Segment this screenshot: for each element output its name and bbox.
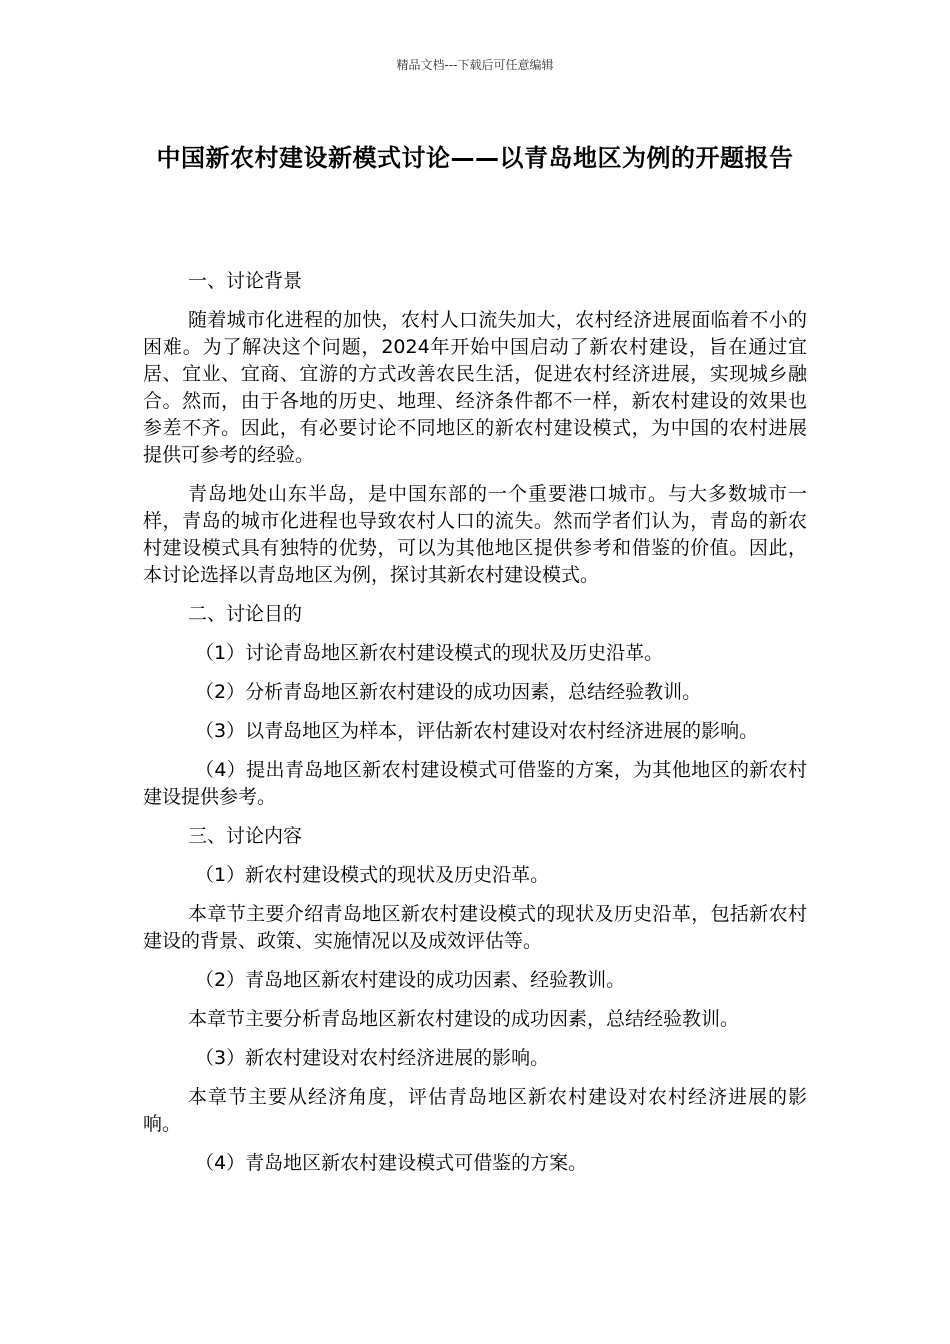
- background-paragraph-1: 随着城市化进程的加快，农村人口流失加大，农村经济进展面临着不小的困难。为了解决这个问题，2024年开始中国启动了新农村建设，旨在通过宜居、宜业、宜商、宜游的方式改善农民生活，促进农村经济进展，实现城乡融合。然而，由于各地的历史、地理、经济条件都不一样，新农村建设的效果也参差不齐。因此，有必要讨论不同地区的新农村建设模式，为中国的农村进展提供可参考的经验。: [143, 309, 807, 466]
- content-subtitle-3: （3）新农村建设对农村经济进展的影响。: [195, 1047, 550, 1069]
- content-subtitle-1: （1）新农村建设模式的现状及历史沿革。: [195, 864, 550, 886]
- content-paragraph-3: 本章节主要从经济角度，评估青岛地区新农村建设对农村经济进展的影响。: [143, 1086, 807, 1135]
- section-heading-background: 一、讨论背景: [188, 270, 303, 292]
- content-subtitle-4: （4）青岛地区新农村建设模式可借鉴的方案。: [195, 1152, 588, 1174]
- content-paragraph-1: 本章节主要介绍青岛地区新农村建设模式的现状及历史沿革，包括新农村建设的背景、政策、实施情况以及成效评估等。: [143, 903, 807, 952]
- section-heading-content: 三、讨论内容: [188, 825, 303, 847]
- objective-item-3: （3）以青岛地区为样本，评估新农村建设对农村经济进展的影响。: [195, 720, 759, 742]
- document-body: [143, 268, 807, 1189]
- background-paragraph-2: 青岛地处山东半岛，是中国东部的一个重要港口城市。与大多数城市一样，青岛的城市化进程也导致农村人口的流失。然而学者们认为，青岛的新农村建设模式具有独特的优势，可以为其他地区提供参考和借鉴的价值。因此，本讨论选择以青岛地区为例，探讨其新农村建设模式。: [143, 483, 807, 586]
- content-subtitle-2: （2）青岛地区新农村建设的成功因素、经验教训。: [195, 969, 626, 991]
- objective-item-2: （2）分析青岛地区新农村建设的成功因素，总结经验教训。: [195, 681, 702, 703]
- content-paragraph-2: 本章节主要分析青岛地区新农村建设的成功因素，总结经验教训。: [188, 1008, 740, 1030]
- objective-item-4: （4）提出青岛地区新农村建设模式可借鉴的方案，为其他地区的新农村建设提供参考。: [143, 759, 807, 808]
- section-heading-objectives: 二、讨论目的: [188, 603, 303, 625]
- objective-item-1: （1）讨论青岛地区新农村建设模式的现状及历史沿革。: [195, 642, 664, 664]
- header-watermark: 精品文档---下载后可任意编辑: [396, 58, 554, 72]
- document-title: 中国新农村建设新模式讨论——以青岛地区为例的开题报告: [156, 144, 794, 172]
